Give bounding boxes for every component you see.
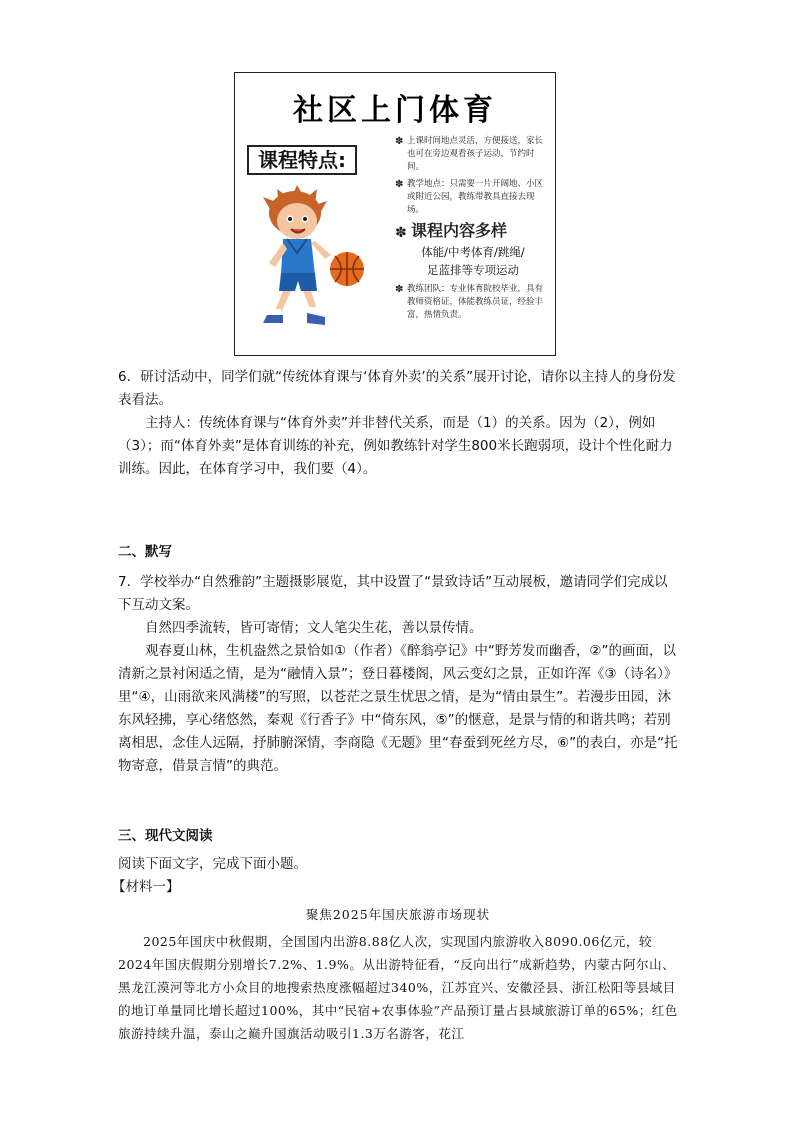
q6-prompt: 6．研讨活动中，同学们就“传统体育课与‘体育外卖’的关系”展开讨论，请你以主持人的身份发表看法。 — [118, 369, 676, 408]
question-7 — [118, 571, 678, 778]
highlight-line: 足蓝排等专项运动 — [427, 263, 519, 277]
reading-section — [112, 853, 678, 1045]
clover-bullet-icon: ✽ — [395, 225, 407, 241]
article-body: 2025年国庆中秋假期，全国国内出游8.88亿人次，实现国内旅游收入8090.06亿元，较2024年国庆假期分别增长7.2%、1.9%。从出游特征看，“反向出行”成新趋势，内蒙古阿尔山、黑龙江漠河等北方小众目的地搜索热度涨幅超过340%，江苏宜兴、安徽泾县、浙江松阳等县域目的地订单量同比增长超过100%，其中“民宿+农事体验”产品预订量占县域旅游订单的65%；红色旅游持续升温，泰山之巅升国旗活动吸引1.3万名游客，花江 — [118, 934, 678, 1041]
q6-host-answer: 主持人：传统体育课与“体育外卖”并非替代关系，而是（1）的关系。因为（2），例如（3）；而“体育外卖”是体育训练的补充，例如教练针对学生800米长跑弱项，设计个性化耐力训练。因此，在体育学习中，我们要（4）。 — [118, 415, 673, 477]
material-label: 【材料一】 — [112, 879, 180, 895]
q7-para-2: 观春夏山林，生机盎然之景恰如①（作者）《醉翁亭记》中“野芳发而幽香，②”的画面，以清新之景衬闲适之情，是为“融情入景”；登日暮楼阁，风云变幻之景，正如许浑《③（诗名）》里“④，山雨欲来风满楼”的写照，以苍茫之景生忧思之情，是为“情由景生”。若漫步田园，沐东风轻拂，享心绪悠然，秦观《行香子》中“倚东风，⑤”的惬意，是景与情的和谐共鸣；若别离相思，念佳人远隔，抒肺腑深情，李商隐《无题》里“春蚕到死丝方尽，⑥”的表白，亦是“托物寄意，借景言情”的典范。 — [118, 643, 678, 774]
basketball-boy-illustration — [253, 183, 373, 333]
feature-item: ✽ 教练团队：专业体育院校毕业，具有教师资格证，体能教练员证，经验丰富，热情负责。 — [395, 284, 544, 320]
feature-highlight: ✽ 课程内容多样 — [395, 221, 508, 241]
clover-bullet-icon: ✽ — [395, 136, 404, 147]
q7-para-1: 自然四季流转，皆可寄情；文人笔尖生花，善以景传情。 — [145, 620, 483, 636]
clover-bullet-icon: ✽ — [395, 284, 404, 295]
section-3-title: 三、现代文阅读 — [118, 828, 213, 844]
reading-instruction: 阅读下面文字，完成下面小题。 — [118, 856, 307, 872]
highlight-line: 体能/中考体育/跳绳/ — [421, 245, 525, 259]
feature-item: ✽ 上课时间地点灵活，方便接送，家长也可在旁边观看孩子运动，节约时间。 — [395, 136, 544, 172]
section-2-title: 二、默写 — [118, 544, 172, 560]
clover-bullet-icon: ✽ — [395, 179, 404, 190]
question-6 — [118, 366, 678, 481]
article-title: 聚焦2025年国庆旅游市场现状 — [305, 907, 491, 922]
feature-item: ✽ 教学地点：只需要一片开阔地、小区或附近公园，教练带教具直接去现场。 — [395, 179, 544, 215]
course-poster — [234, 72, 556, 356]
feature-list — [395, 135, 551, 326]
poster-title: 社区上门体育 — [293, 93, 497, 128]
features-label: 课程特点: — [247, 145, 357, 175]
q7-prompt: 7．学校举办“自然雅韵”主题摄影展览，其中设置了“景致诗话”互动展板，邀请同学们完成以下互动文案。 — [118, 574, 668, 613]
